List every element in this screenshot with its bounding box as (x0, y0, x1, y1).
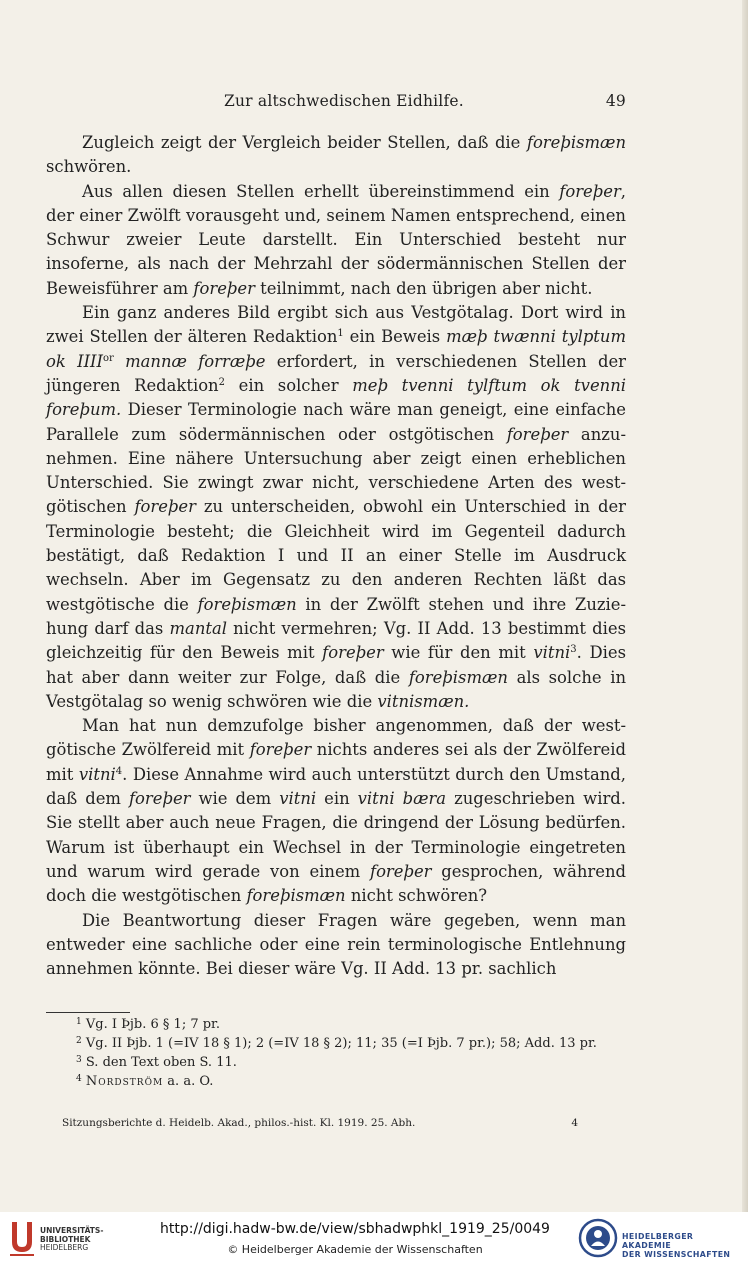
footnote-ref-2[interactable]: 2 (218, 376, 225, 388)
paragraph-3: Ein ganz anderes Bild ergibt sich aus Vestgötalag. Dort wird in zwei Stellen der älteren Redaktion$^1$ ein Beweis mæþ twænni tylptum ok $IIII^{or}$ mannæ forræþe erfordert, in verschiedenen Stellen der jüngeren Redaktion$^2$ ein solcher meþ tvenni tylftum ok tvenni foreþum. Dieser Terminologie nach wäre man geneigt, eine einfache Parallele zum södermännischen oder ostgötischen foreþer anzunehmen. Eine nähere Untersuchung aber zeigt einen erheblichen Unterschied. Sie zwingt zwar nicht, verschiedene Arten des westgötischen foreþer zu unterscheiden, obwohl ein Unterschied in der Terminologie besteht; die Gleichheit wird im Gegenteil dadurch bestätigt, daß Redaktion I und II an einer Stelle im Ausdruck wechseln. Aber im Gegensatz zu den anderen Rechten läßt das westgötische die foreþismæn in der Zwölft stehen und ihre Zuziehung darf das mantal nicht vermehren; Vg. II Add. 13 bestimmt dies gleichzeitig für den Beweis mit foreþer wie für den mit vitni$^3$. Dies hat aber dann weiter zur Folge, daß die foreþismæn als solche in Vestgötalag so wenig schwören wie die vitnismæn. (46, 303, 627, 711)
permalink-url[interactable]: http://digi.hadw-bw.de/view/sbhadwphkl_1919_25/0049 (160, 1221, 550, 1237)
university-library-logo-text: UNIVERSITÄTS- BIBLIOTHEK HEIDELBERG (40, 1226, 104, 1252)
running-head-title: Zur altschwedischen Eidhilfe. (224, 92, 464, 110)
copyright-notice: © Heidelberger Akademie der Wissenschaften (227, 1243, 483, 1256)
footnote-4: $^4$ Nordström a. a. O. (76, 1074, 214, 1089)
academy-logo[interactable] (578, 1217, 744, 1259)
footnote-ref-3[interactable]: 3 (570, 644, 577, 656)
page-number: 49 (605, 92, 626, 110)
paragraph-5: Die Beantwortung dieser Fragen wäre gegeben, wenn man entweder eine sachliche oder eine rein terminologische Entlehnung annehmen könnte. Bei dieser wäre Vg. II Add. 13 pr. sachlich (46, 910, 626, 979)
footnote-ref-1[interactable]: 1 (337, 328, 344, 340)
signature-number: 4 (571, 1117, 578, 1129)
paragraph-2: Aus allen diesen Stellen erhellt übereinstimmend ein foreþer, der einer Zwölft vorausgeht und, seinem Namen entsprechend, einen Schwur zweier Leute darstellt. Ein Unterschied besteht nur insoferne, als nach der Mehrzahl der södermännischen Stellen der Beweisführer am foreþer teilnimmt, nach den übrigen aber nicht. (46, 181, 626, 298)
body-text (46, 131, 626, 981)
university-library-logo[interactable] (8, 1218, 138, 1258)
signature-text: Sitzungsberichte d. Heidelb. Akad., philos.-hist. Kl. 1919. 25. Abh. (62, 1117, 416, 1129)
paragraph-4: Man hat nun demzufolge bisher angenommen, daß der westgötische Zwölfereid mit foreþer nichts anderes sei als der Zwölfereid mit vitni$^4$. Diese Annahme wird auch unterstützt durch den Umstand, daß dem foreþer wie dem vitni ein vitni bæra zugeschrieben wird. Sie stellt aber auch neue Fragen, die dringend der Lösung bedürfen. Warum ist überhaupt ein Wechsel in der Terminologie eingetreten und warum wird gerade von einem foreþer gesprochen, während doch die westgötischen foreþismæn nicht schwören? (46, 716, 626, 906)
running-head (46, 92, 626, 114)
footnotes (46, 1015, 626, 1091)
sheet-signature (62, 1117, 578, 1133)
footnote-1: $^1$ Vg. I Þjb. 6 § 1; 7 pr. (76, 1017, 220, 1032)
footnote-divider (46, 1012, 130, 1013)
footnote-3: $^3$ S. den Text oben S. 11. (76, 1055, 237, 1070)
university-library-logo-icon (8, 1218, 36, 1258)
footnote-2: $^2$ Vg. II Þjb. 1 (=IV 18 § 1); 2 (=IV 18 § 2); 11; 35 (=I Þjb. 7 pr.); 58; Add. 13 pr. (76, 1036, 597, 1051)
paragraph-1: Zugleich zeigt der Vergleich beider Stellen, daß die foreþismæn schwören. (46, 133, 626, 177)
academy-seal-icon (578, 1217, 618, 1259)
footer-center (140, 1221, 570, 1256)
footnote-ref-4[interactable]: 4 (115, 765, 123, 777)
viewer-footer (0, 1212, 748, 1265)
academy-logo-text: HEIDELBERGER AKADEMIE DER WISSENSCHAFTEN (622, 1232, 731, 1259)
